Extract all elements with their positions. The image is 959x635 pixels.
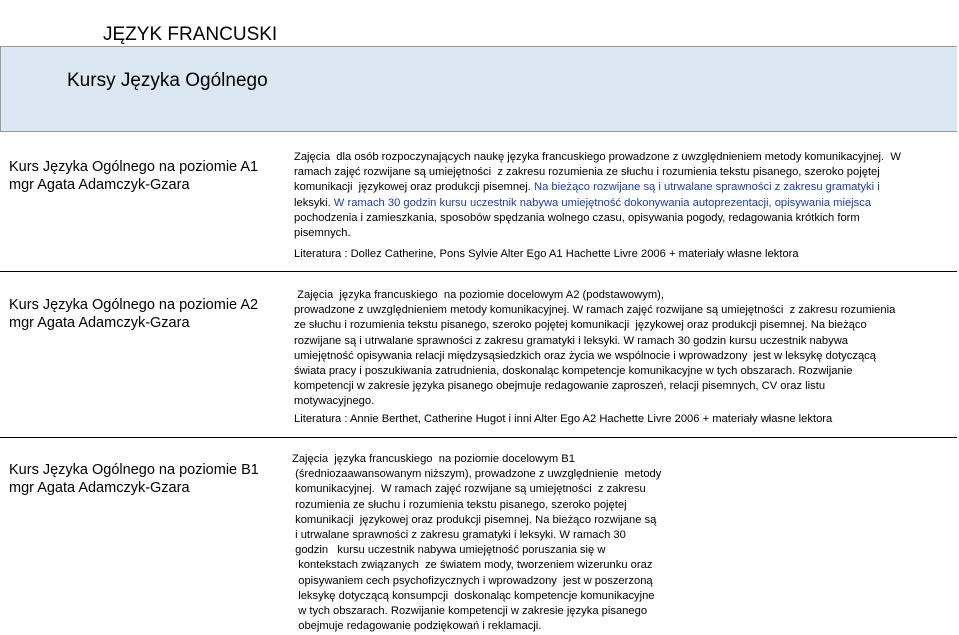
- course-literature: Literatura : Dollez Catherine, Pons Sylvie Alter Ego A1 Hachette Livre 2006 + materiały własne lektora: [294, 248, 799, 260]
- course-name: Kurs Języka Ogólnego na poziomie A2: [9, 297, 259, 313]
- desc-line: motywacyjnego.: [294, 395, 375, 408]
- desc-text-highlight: Na bieżąco rozwijane są i utrwalane sprawności z zakresu gramatyki i: [534, 181, 880, 194]
- desc-line: kontekstach związanych ze światem mody, tworzeniem wizerunku oraz: [292, 559, 653, 572]
- desc-line: (średniozaawansowanym niższym), prowadzone z uwzględnienie metody: [292, 468, 662, 481]
- desc-line: Zajęcia języka francuskiego na poziomie docelowym A2 (podstawowym),: [294, 289, 664, 301]
- desc-line: leksykę dotyczącą konsumpcji doskonaląc kompetencje komunikacyjne: [292, 589, 655, 602]
- course-a2: [0, 271, 959, 437]
- desc-line: obejmuje redagowanie podziękowań i reklamacji.: [292, 620, 542, 633]
- course-a1: [0, 131, 959, 271]
- page-title: JĘZYK FRANCUSKI: [103, 24, 278, 45]
- desc-line: opisywaniem cech psychofizycznych i wprowadzony jest w poszerzoną: [292, 574, 653, 587]
- desc-line: [294, 180, 954, 195]
- desc-line: kompetencji w zakresie języka pisanego obejmuje redagowanie zaproszeń, relacji pisemnych, CV oraz listu: [294, 380, 826, 393]
- desc-line: ramach zajęć rozwijane są umiejętności z zakresu rozumienia ze słuchu i rozumienia tekstu pisanego, szeroko pojętej: [294, 166, 880, 179]
- course-teacher: mgr Agata Adamczyk-Gzara: [9, 315, 190, 331]
- course-name: Kurs Języka Ogólnego na poziomie B1: [9, 462, 259, 478]
- course-name: Kurs Języka Ogólnego na poziomie A1: [9, 159, 259, 175]
- desc-line: w tych obszarach. Rozwijanie kompetencji w zakresie języka pisanego: [292, 605, 648, 618]
- course-b1: [0, 437, 959, 635]
- desc-line: [294, 196, 954, 211]
- desc-text: leksyki.: [294, 196, 331, 209]
- desc-line: ze słuchu i rozumienia tekstu pisanego, szeroko pojętej komunikacji językowej oraz produkcji pisemnej. Na bieżąco: [294, 319, 867, 332]
- desc-line: prowadzone z uwzględnieniem metody komunikacyjnej. W ramach zajęć rozwijane są umiejętności z zakresu rozumienia: [294, 304, 896, 317]
- desc-line: świata pracy i poszukiwania zatrudnienia, doskonaląc kompetencje komunikacyjne w tych obszarach. Rozwijanie: [294, 365, 853, 378]
- course-description: [294, 288, 954, 410]
- desc-line: umiejętność opisywania relacji międzysąsiedzkich oraz życia we wspólnocie i wprowadzony jest w leksykę dotyczącą: [294, 349, 876, 362]
- desc-line: pochodzenia i zamieszkania, sposobów spędzania wolnego czasu, opisywania pogody, redagowania krótkich form: [294, 211, 860, 224]
- section-subtitle: Kursy Języka Ogólnego: [67, 70, 268, 91]
- desc-line: komunikacyjnej. W ramach zajęć rozwijane są umiejętności z zakresu: [292, 483, 646, 496]
- desc-line: rozwijane są i utrwalane sprawności z zakresu gramatyki i leksyki. W ramach 30 godzin kursu uczestnik nabywa: [294, 334, 849, 347]
- desc-line: Zajęcia dla osób rozpoczynających naukę języka francuskiego prowadzone z uwzględnieniem metody komunikacyjnej. W: [294, 151, 901, 163]
- desc-text: komunikacji językowej oraz produkcji pisemnej.: [294, 181, 531, 194]
- course-literature: Literatura : Annie Berthet, Catherine Hugot i inni Alter Ego A2 Hachette Livre 2006 + materiały własne lektora: [294, 413, 833, 425]
- title-row: [0, 18, 959, 48]
- desc-line: pisemnych.: [294, 227, 351, 240]
- desc-line: rozumienia ze słuchu i rozumienia tekstu pisanego, szeroko pojętej: [292, 498, 627, 511]
- course-description: [294, 150, 954, 241]
- desc-line: Zajęcia języka francuskiego na poziomie docelowym B1: [292, 453, 575, 465]
- desc-line: i utrwalane sprawności z zakresu gramatyki i leksyki. W ramach 30: [292, 529, 626, 542]
- course-teacher: mgr Agata Adamczyk-Gzara: [9, 177, 190, 193]
- desc-line: komunikacji językowej oraz produkcji pisemnej. Na bieżąco rozwijane są: [292, 513, 657, 526]
- desc-line: godzin kursu uczestnik nabywa umiejętność poruszania się w: [292, 544, 606, 557]
- course-description: [292, 452, 712, 634]
- desc-text-highlight: W ramach 30 godzin kursu uczestnik nabywa umiejętność dokonywania autoprezentacji, opisywania miejsca: [333, 196, 872, 209]
- course-teacher: mgr Agata Adamczyk-Gzara: [9, 480, 190, 496]
- section-header: [0, 46, 958, 132]
